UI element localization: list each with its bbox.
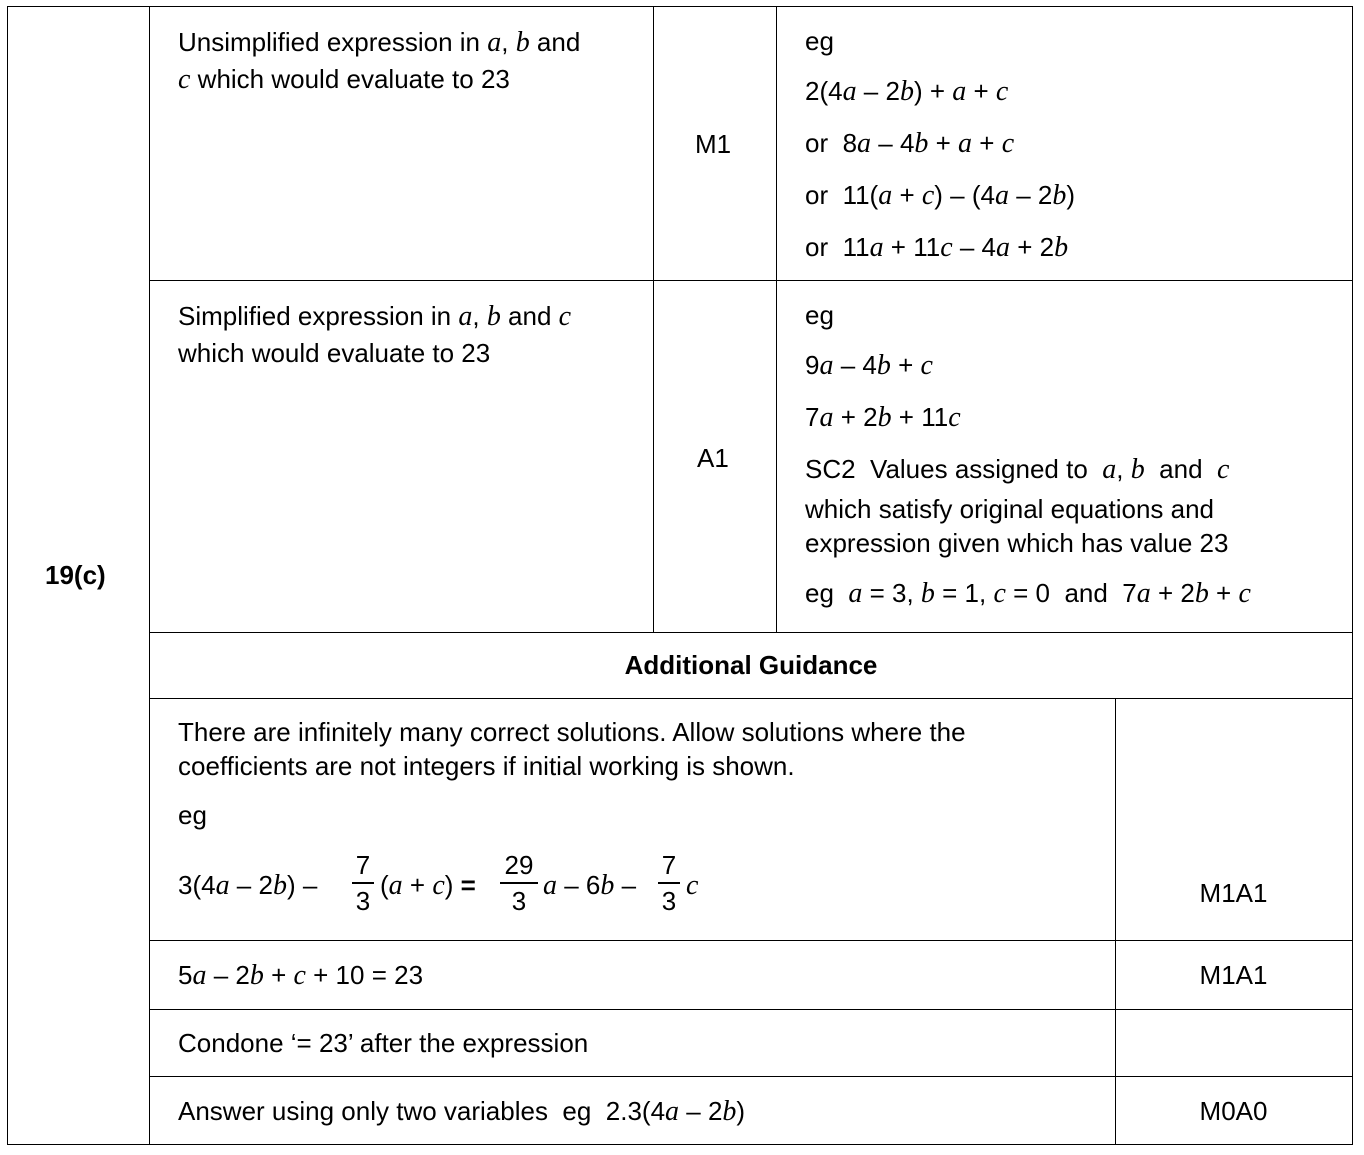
fraction-29-3: 29 3 bbox=[500, 850, 538, 916]
guidance-1-mark: M1A1 bbox=[1199, 878, 1268, 908]
guidance-1-text-line-1: There are infinitely many correct solutions. Allow solutions where the bbox=[178, 717, 966, 747]
guidance-1-eg: eg bbox=[178, 800, 207, 830]
row-2-comment-3-cont2: expression given which has value 23 bbox=[805, 528, 1229, 558]
guidance-3-text: Condone ‘= 23’ after the expression bbox=[178, 1028, 589, 1058]
row-2-comment-4: eg a = 3, b = 1, c = 0 and 7a + 2b + c bbox=[805, 578, 1251, 609]
row-2-comment-3-cont: which satisfy original equations and bbox=[805, 494, 1215, 524]
row-1-comment-4: or 11a + 11c – 4a + 2b bbox=[805, 232, 1069, 263]
row-2-comment-1: 9a – 4b + c bbox=[805, 350, 933, 381]
fraction-7-3-c: 7 3 bbox=[658, 850, 680, 916]
row-1-mark: M1 bbox=[695, 129, 732, 159]
row-1-comment-1: 2(4a – 2b) + a + c bbox=[805, 76, 1009, 107]
guidance-row-divider-3 bbox=[149, 1076, 1353, 1077]
table-bottom-border bbox=[7, 1144, 1353, 1145]
mark-column-left-divider bbox=[653, 6, 654, 632]
row-2-mark: A1 bbox=[697, 443, 729, 473]
guidance-2-mark: M1A1 bbox=[1199, 960, 1268, 990]
fraction-7-3-a: 7 3 bbox=[352, 850, 374, 916]
row-1-comment-2: or 8a – 4b + a + c bbox=[805, 128, 1015, 159]
row-1-eg: eg bbox=[805, 26, 834, 56]
row-2-comment-2: 7a + 2b + 11c bbox=[805, 402, 961, 433]
row-2-description: Simplified expression in a, b and c which would evaluate to 23 bbox=[178, 301, 572, 368]
question-column-divider bbox=[149, 6, 150, 1145]
row-1-description: Unsimplified expression in a, b and c which would evaluate to 23 bbox=[178, 27, 581, 95]
table-left-border bbox=[7, 6, 8, 1145]
table-top-border bbox=[7, 6, 1353, 7]
row-divider-2 bbox=[149, 632, 1353, 633]
guidance-title: Additional Guidance bbox=[624, 650, 878, 680]
guidance-2-text: 5a – 2b + c + 10 = 23 bbox=[178, 960, 424, 991]
guidance-1-text-line-2: coefficients are not integers if initial working is shown. bbox=[178, 751, 795, 781]
question-number: 19(c) bbox=[45, 560, 106, 590]
guidance-1-example-part-1: 3(4a – 2b) – bbox=[178, 870, 318, 901]
row-2-eg: eg bbox=[805, 300, 834, 330]
row-1-comment-3: or 11(a + c) – (4a – 2b) bbox=[805, 180, 1076, 211]
guidance-4-mark: M0A0 bbox=[1199, 1096, 1268, 1126]
guidance-4-text: Answer using only two variables eg 2.3(4a – 2b) bbox=[178, 1096, 746, 1127]
guidance-header-divider bbox=[149, 698, 1353, 699]
mark-column-right-divider bbox=[776, 6, 777, 632]
table-right-border bbox=[1352, 6, 1353, 1145]
row-divider-1 bbox=[149, 280, 1353, 281]
guidance-1-example-part-2: (a + c) = bbox=[380, 870, 476, 901]
guidance-mark-divider bbox=[1115, 698, 1116, 1145]
guidance-1-example-part-3: a – 6b – bbox=[543, 870, 637, 901]
guidance-row-divider-2 bbox=[149, 1009, 1353, 1010]
row-2-comment-3: SC2 Values assigned to a, b and c bbox=[805, 454, 1230, 485]
guidance-row-divider-1 bbox=[149, 940, 1353, 941]
guidance-1-example-part-4: c bbox=[686, 870, 699, 901]
